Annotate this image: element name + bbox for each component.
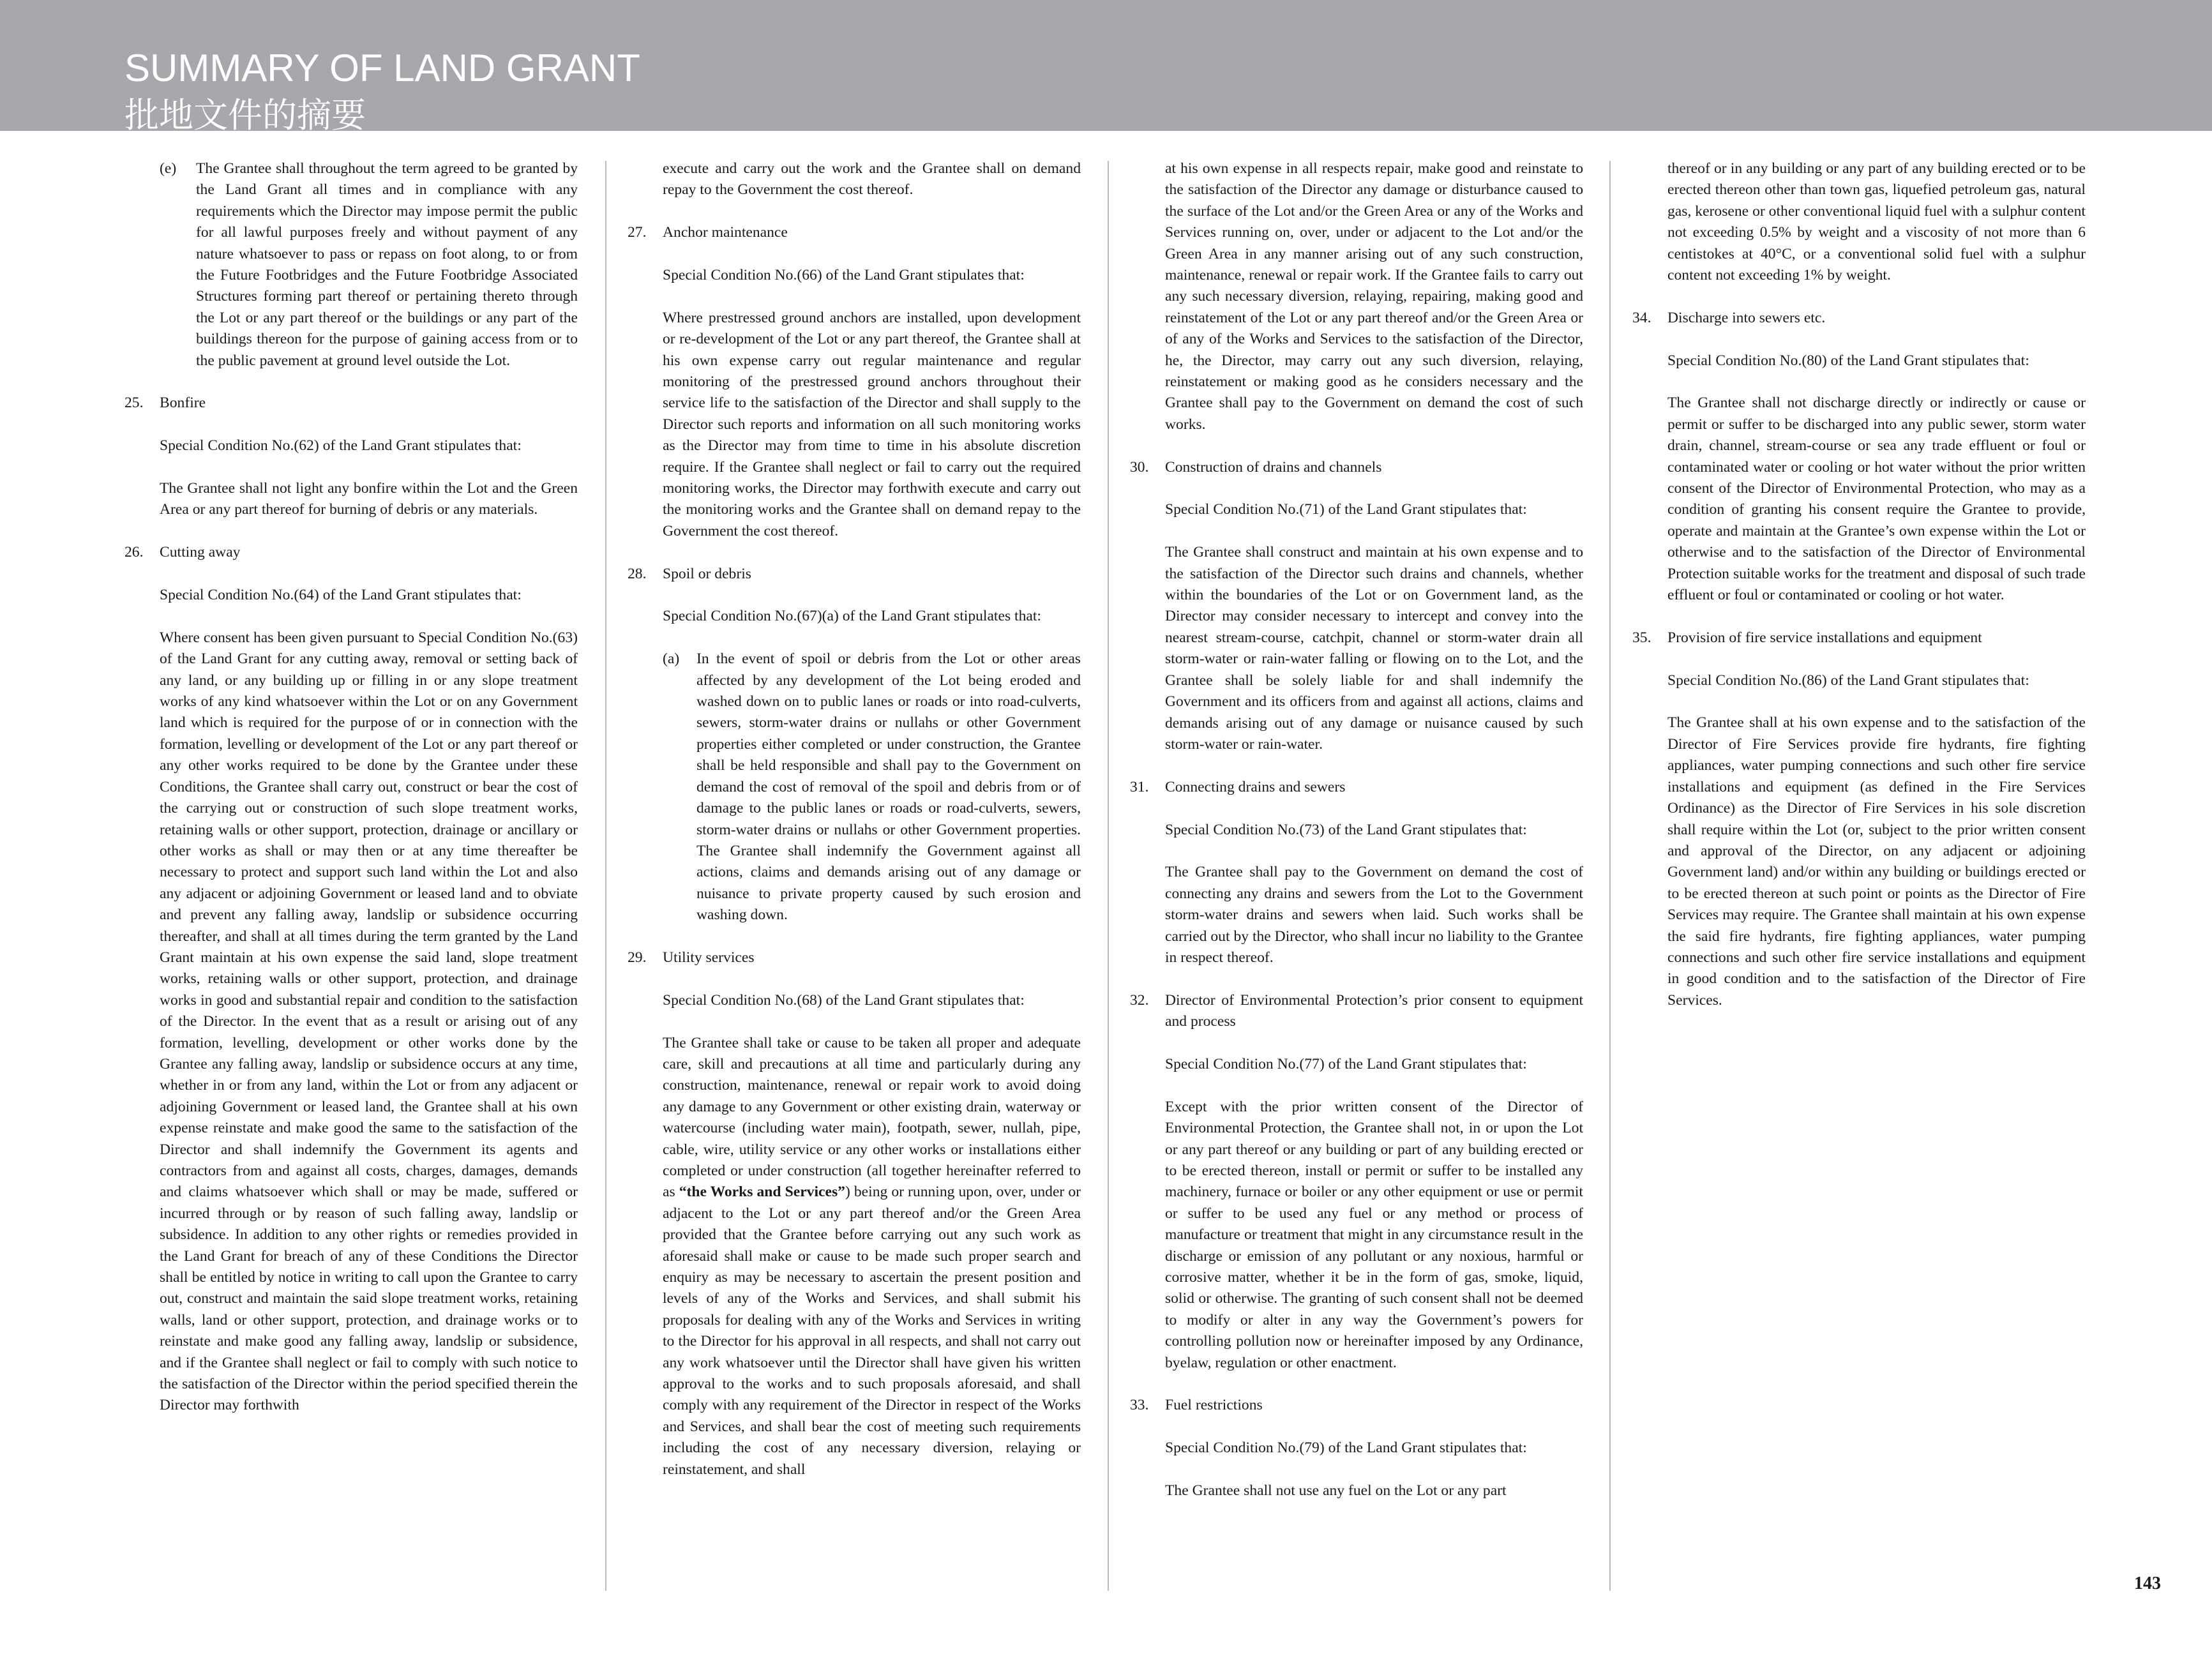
column-divider xyxy=(1108,161,1109,1591)
condition-reference: Special Condition No.(62) of the Land Grant stipulates that: xyxy=(160,437,522,455)
section-number: 29. xyxy=(628,949,647,966)
section-body: The Grantee shall construct and maintain at his own expense and to the satisfaction of the Director such drains and channels, whether within the boundaries of the Lot or on Government land, as the Director may consider necessary to intercept and convey into the nearest stream-course, catchpit, channel or storm-water drain all storm-water or rain-water falling or flowing on to the Lot, and the Grantee shall be solely liable for and shall indemnify the Government and its officers from and against all actions, claims and demands arising out of any damage or nuisance caused by such storm-water or rain-water. xyxy=(1165,544,1583,753)
condition-reference: Special Condition No.(71) of the Land Grant stipulates that: xyxy=(1165,501,1527,518)
section-number: 32. xyxy=(1130,991,1149,1009)
section-heading-25 xyxy=(124,393,578,414)
section-number: 31. xyxy=(1130,778,1149,795)
section-number: 25. xyxy=(124,395,144,412)
body-text: The Grantee shall take or cause to be taken all proper and adequate care, skill and precautions at all time and particularly during any construction, maintenance, renewal or repair work to avoid doing any damage to any Government or other existing drain, waterway or watercourse (including water main), footpath, sewer, nullah, pipe, cable, wire, utility service or any other works or installations either completed or under construction (all together hereinafter referred to as xyxy=(663,1034,1081,1201)
condition-reference: Special Condition No.(68) of the Land Grant stipulates that: xyxy=(663,991,1025,1009)
column-divider xyxy=(1609,161,1611,1591)
text-column-3 xyxy=(1130,158,1583,1614)
column-divider xyxy=(605,161,606,1591)
section-heading-34 xyxy=(1632,308,2086,329)
condition-reference: Special Condition No.(86) of the Land Grant stipulates that: xyxy=(1667,672,2029,689)
section-title: Discharge into sewers etc. xyxy=(1667,309,1826,326)
body-text: ) being or running upon, over, under or adjacent to the Lot or any part thereof and/or the Green Area provided that the Grantee before carrying out any such work as aforesaid shall make or cause to be made such proper search and enquiry as may be necessary to ascertain the present position and levels of any of the Works and Services, and shall submit his proposals for dealing with any of the Works and Services in writing to the Director for his approval in all respects, and shall not carry out any work whatsoever until the Director shall have given his written approval to the works and to such proposals aforesaid, and shall comply with any requirement of the Director in respect of the Works and Services, and shall bear the cost of meeting such requirements including the cost of any necessary diversion, relaying or reinstatement, and shall xyxy=(663,1184,1081,1478)
section-title: Provision of fire service installations and equipment xyxy=(1667,629,1982,646)
section-title: Connecting drains and sewers xyxy=(1165,778,1346,795)
condition-reference: Special Condition No.(80) of the Land Grant stipulates that: xyxy=(1667,352,2029,369)
clause-label: (a) xyxy=(663,650,680,668)
section-number: 33. xyxy=(1130,1397,1149,1414)
clause-label: (e) xyxy=(160,160,177,177)
section-heading-29 xyxy=(628,947,1081,968)
condition-reference: Special Condition No.(73) of the Land Grant stipulates that: xyxy=(1165,821,1527,838)
clause-text: In the event of spoil or debris from the Lot or other areas affected by any development of the Lot being eroded and washed down on to public lanes or roads or into road-culverts, sewers, storm-water drains or nullahs or other Government properties either completed or under construction, the Grantee shall be held responsible and shall pay to the Government on demand the cost of removal of the spoil and debris from or of damage to the public lanes or roads or road-culverts, sewers, storm-water drains or nullahs or other Government properties. The Grantee shall indemnify the Government against all actions, claims and demands arising out of any damage or nuisance to private property caused by such erosion and washing down. xyxy=(696,650,1081,924)
page-header-banner xyxy=(0,0,2212,135)
section-number: 28. xyxy=(628,565,647,582)
header-title-english: SUMMARY OF LAND GRANT xyxy=(124,47,640,89)
condition-reference: Special Condition No.(79) of the Land Grant stipulates that: xyxy=(1165,1440,1527,1457)
section-number: 27. xyxy=(628,224,647,241)
section-body: The Grantee shall not light any bonfire within the Lot and the Green Area or any part thereof for burning of debris or any materials. xyxy=(160,480,578,518)
section-body: The Grantee shall pay to the Government on demand the cost of connecting any drains and sewers from the Lot to the Government storm-water drains and sewers when laid. Such works shall be carried out by the Director, who shall incur no liability to the Grantee in respect thereof. xyxy=(1165,864,1583,966)
section-body: The Grantee shall at his own expense and to the satisfaction of the Director of Fire Services provide fire hydrants, fire fighting appliances, water pumping connections and such other fire service installations and equipment (as defined in the Fire Services Ordinance) as the Director of Fire Services in his sole discretion shall require within the Lot (or, subject to the prior written consent and approval of the Director, on any adjacent or adjoining Government land) and/or within any building or buildings erected or to be erected thereon at such point or points as the Director of Fire Services may require. The Grantee shall maintain at his own expense the said fire hydrants, fire fighting appliances, water pumping connections and such other fire service installations and equipment in good condition and to the satisfaction of the Director of Fire Services. xyxy=(1667,714,2086,1009)
section-title: Utility services xyxy=(663,949,755,966)
section-title: Director of Environmental Protection’s prior consent to equipment and process xyxy=(1165,991,1583,1030)
section-title: Bonfire xyxy=(160,395,206,412)
continued-text: execute and carry out the work and the Grantee shall on demand repay to the Government the cost thereof. xyxy=(663,160,1081,199)
section-title: Fuel restrictions xyxy=(1165,1397,1263,1414)
section-heading-26 xyxy=(124,542,578,563)
section-title: Anchor maintenance xyxy=(663,224,788,241)
defined-term: “the Works and Services” xyxy=(679,1184,845,1201)
section-number: 30. xyxy=(1130,458,1149,476)
section-heading-35 xyxy=(1632,628,2086,649)
section-heading-32 xyxy=(1130,990,1583,1033)
condition-reference: Special Condition No.(67)(a) of the Land Grant stipulates that: xyxy=(663,608,1041,625)
section-body xyxy=(628,1033,1081,1481)
section-body: Where consent has been given pursuant to Special Condition No.(63) of the Land Grant for any cutting away, removal or setting back of any land, or any building up or filling in or any slope treatment works of any kind whatsoever within the Lot or on any Government land which is required for the purpose of or in connection with the formation, levelling or development of the Lot or any part thereof or any other works required to be done by the Grantee under these Conditions, the Grantee shall carry out, construct or bear the cost of the carrying out or construction of such slope treatment works, retaining walls or other support, protection, drainage or ancillary or other works as shall or may then or at any time thereafter be necessary to protect and support such land within the Lot and also any adjacent or adjoining Government or leased land and to obviate and prevent any falling away, landslip or subsidence occurring thereafter, and shall at all times during the term granted by the Land Grant maintain at his own expense the said land, slope treatment works, retaining walls or other support, protection, and drainage works in good and substantial repair and condition to the satisfaction of the Director. In the event that as a result or arising out of any formation, levelling, development or other works done by the Grantee any falling away, landslip or subsidence occurs at any time, whether in or from any land, within the Lot or from any adjacent or adjoining Government or leased land, the Grantee shall at his own expense reinstate and make good the same to the satisfaction of the Director and shall indemnify the Government its agents and contractors from and against all costs, charges, damages, demands and claims whatsoever which shall or may be made, suffered or incurred through or by reason of such falling away, landslip or subsidence. In addition to any other rights or remedies provided in the Land Grant for breach of any of these Conditions the Director shall be entitled by notice in writing to call upon the Grantee to carry out, construct and maintain the said slope treatment works, retaining walls, land or other support, protection, and drainage works or to reinstate and make good any falling away, landslip or subsidence, and if the Grantee shall neglect or fail to comply with such notice to the satisfaction of the Director within the period specified therein the Director may forthwith xyxy=(160,629,578,1414)
section-heading-28 xyxy=(628,564,1081,585)
clause-text: The Grantee shall throughout the term agreed to be granted by the Land Grant all times and in compliance with any requirements which the Director may impose permit the public for all lawful purposes freely and without payment of any nature whatsoever to pass or repass on foot along, to or from the Future Footbridges and the Future Footbridge Associated Structures forming part thereof or pertaining thereto through the Lot or any part thereof or the buildings or any part of the buildings thereon for the purpose of gaining access from or to the public pavement at ground level outside the Lot. xyxy=(196,160,578,369)
clause-e xyxy=(124,158,578,372)
continued-text: at his own expense in all respects repair, make good and reinstate to the satisfaction of the Director any damage or disturbance caused to the surface of the Lot and/or the Green Area or any of the Works and Services running on, over, under or adjacent to the Lot and/or the Green Area in any manner arising out of any such construction, maintenance, renewal or repair work. If the Grantee fails to carry out any such necessary diversion, relaying, repairing, making good and reinstatement of the Lot or any part thereof and/or the Green Area or of any of the Works and Services to the satisfaction of the Director, he, the Director, may carry out any such diversion, relaying, reinstatement or making good as he considers necessary and the Grantee shall pay to the Government on demand the cost of such works. xyxy=(1165,160,1583,433)
header-title-chinese: 批地文件的摘要 xyxy=(124,95,366,135)
section-title: Spoil or debris xyxy=(663,565,751,582)
section-heading-27 xyxy=(628,222,1081,243)
section-title: Construction of drains and channels xyxy=(1165,458,1382,476)
section-body: Except with the prior written consent of the Director of Environmental Protection, the Grantee shall not, in or upon the Lot or any part thereof or any building or part of any building erected or to be erected thereon, install or permit or suffer to be installed any machinery, furnace or boiler or any other equipment or use or permit or suffer to be used any fuel or any method or process of manufacture or treatment that might in any circumstance result in the discharge or emission of any pollutant or any noxious, harmful or corrosive matter, whether it be in the form of gas, smoke, liquid, solid or otherwise. The granting of such consent shall not be deemed to modify or alter in any way the Government’s powers for controlling pollution now or hereinafter imposed by any Ordinance, byelaw, regulation or other enactment. xyxy=(1165,1098,1583,1371)
section-heading-33 xyxy=(1130,1395,1583,1416)
section-body: Where prestressed ground anchors are installed, upon development or re-development of the Lot or any part thereof, the Grantee shall at his own expense carry out regular maintenance and regular monitoring of the prestressed ground anchors throughout their service life to the satisfaction of the Director and shall supply to the Director such reports and information on all such monitoring works as the Director may from time to time in his absolute discretion require. If the Grantee shall neglect or fail to carry out the required monitoring works, the Director may forthwith execute and carry out the monitoring works and the Grantee shall on demand repay to the Government the cost thereof. xyxy=(663,309,1081,539)
text-column-4 xyxy=(1632,158,2086,1614)
section-number: 35. xyxy=(1632,629,1651,646)
condition-reference: Special Condition No.(66) of the Land Grant stipulates that: xyxy=(663,267,1025,283)
condition-reference: Special Condition No.(77) of the Land Grant stipulates that: xyxy=(1165,1055,1527,1072)
section-body: The Grantee shall not discharge directly or indirectly or cause or permit or suffer to be discharged into any public sewer, storm water drain, channel, stream-course or sea any trade effluent or foul or contaminated water or cooling or hot water without the prior written consent of the Director of Environmental Protection, who may as a condition of granting his consent require the Grantee to provide, operate and maintain at the Grantee’s own expense within the Lot or otherwise and to the satisfaction of the Director of Environmental Protection suitable works for the treatment and disposal of such trade effluent or foul or contaminated or cooling or hot water. xyxy=(1667,395,2086,604)
text-column-2 xyxy=(628,158,1081,1614)
section-title: Cutting away xyxy=(160,544,241,561)
section-heading-30 xyxy=(1130,457,1583,478)
condition-reference: Special Condition No.(64) of the Land Grant stipulates that: xyxy=(160,587,522,604)
continued-text: thereof or in any building or any part of any building erected or to be erected thereon other than town gas, liquefied petroleum gas, natural gas, kerosene or other conventional liquid fuel with a sulphur content not exceeding 0.5% by weight and a viscosity of not more than 6 centistokes at 40°C, or a conventional solid fuel with a sulphur content not exceeding 1% by weight. xyxy=(1667,160,2086,284)
section-heading-31 xyxy=(1130,777,1583,798)
section-number: 26. xyxy=(124,544,144,561)
clause-a xyxy=(628,649,1081,926)
section-body: The Grantee shall not use any fuel on the Lot or any part xyxy=(1165,1482,1507,1499)
page-number: 143 xyxy=(2134,1574,2161,1593)
text-column-1 xyxy=(124,158,578,1614)
section-number: 34. xyxy=(1632,309,1651,326)
